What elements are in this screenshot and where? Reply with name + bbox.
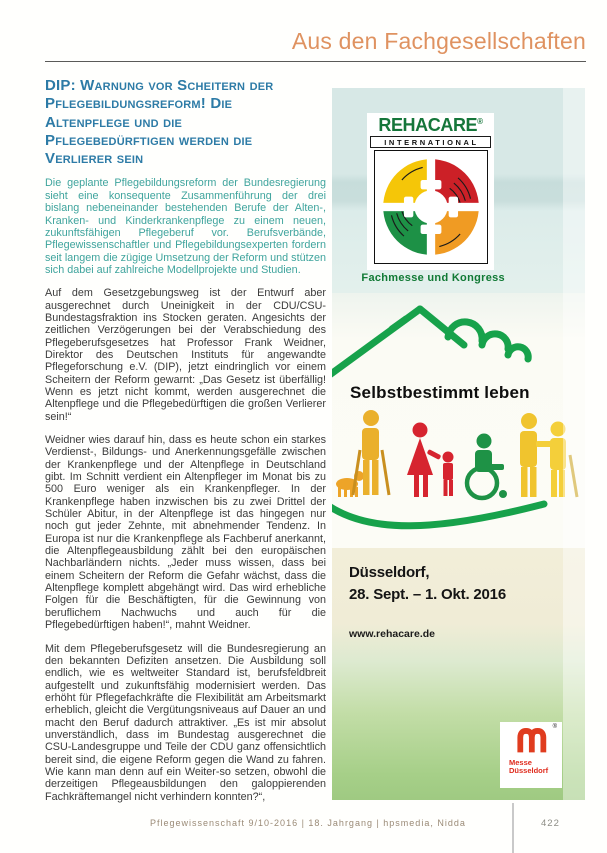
header-rule — [45, 61, 586, 62]
ad-slogan: Selbstbestimmt leben — [350, 383, 530, 402]
ad-middle-section — [332, 293, 585, 548]
registered-mark: ® — [552, 724, 557, 730]
hands-circle-icon — [379, 155, 483, 259]
hands-circle-logo — [374, 150, 488, 264]
house-roof-illustration — [332, 295, 585, 383]
body-paragraph: Mit dem Pflegeberufsgesetz will die Bundesregierung an den bekannten Defiziten ansetzen. Die Ausbildung soll endlich, wie es weltweiter Standard ist, berufsfeldbreit aufgestellt und zukunftsfähig modernisiert werden. Das erhöht für Pflegefachkräfte die Flexibilität am Arbeitsmarkt erheblich, gleicht die Vergütungsniveaus auf Dauer an und macht den Beruf dadurch attraktiver. „Es ist mir absolut unverständlich, dass im Bundestag ausgerechnet die CSU-Landesgruppe und Teile der CDU ganz offensichtlich bereit sind, die eigene Reform gegen die Wand zu fahren. Wie kann man denn auf ein Weiter-so setzen, obwohl die derzeitigen Pflegeausbildungen den galoppierenden Fachkräftemangel nicht verhindern konnten?“, — [45, 642, 326, 803]
messe-duesseldorf-logo — [500, 722, 562, 788]
rehacare-advertisement — [332, 88, 585, 800]
ad-tagline: Fachmesse und Kongress — [361, 272, 505, 284]
article-title: DIP: Warnung vor Scheitern der Pflegebildungsreform! Die Altenpflege und die Pflegebedürftigen werden die Verlierer sein — [45, 77, 274, 168]
footer-journal-info: Pflegewissenschaft 9/10-2016 | 18. Jahrgang | hpsmedia, Nidda — [150, 818, 466, 828]
messe-label-line2: Düsseldorf — [509, 766, 549, 775]
ad-city: Düsseldorf, — [349, 564, 430, 581]
ad-date: 28. Sept. – 1. Okt. 2016 — [349, 586, 506, 603]
ad-bottom-section — [332, 548, 585, 800]
messe-m-icon — [512, 726, 550, 754]
article-column — [45, 77, 326, 814]
rehacare-brand-text: REHACARE — [378, 115, 478, 135]
ad-right-highlight-band — [563, 88, 585, 800]
body-paragraph: Weidner wies darauf hin, dass es heute schon ein starkes Verdienst-, Bildungs- und Anerkennungsgefälle zwischen der Krankenpflege und der Altenpflege in Deutschland gibt. Im Schnitt verdient ein Altenpfleger im Monat bis zu 500 Euro weniger als ein Krankenpfleger. In der Krankenpflege haben inzwischen bis zu zwei Drittel der Schüler Abitur, in der Altenpflege ist das hingegen nur noch gut jeder Zehnte, mit abnehmender Tendenz. In Europa ist nur die Krankenpflege als Fachberuf anerkannt, die Altenpflegeausbildung zählt bei den europäischen Nachbarländern nichts. „Jeder muss wissen, dass bei einem Scheitern der Reform die Gefahr wächst, dass die Altenpflege komplett abgehängt wird. Das wird erhebliche Folgen für die Beschäftigten, für die Gewinnung von beruflichem Nachwuchs und auch für die Pflegebedürftigen haben!“, mahnt Weidner. — [45, 434, 326, 632]
swoosh-illustration — [332, 496, 585, 538]
registered-mark: ® — [477, 117, 483, 126]
rehacare-logo — [367, 113, 494, 270]
rehacare-wordmark — [367, 113, 494, 134]
footer-page-number: 422 — [541, 818, 560, 829]
ad-top-section — [332, 88, 585, 293]
ad-website: www.rehacare.de — [349, 628, 435, 640]
footer-divider — [512, 803, 514, 853]
article-intro: Die geplante Pflegebildungsreform der Bundesregierung sieht eine konsequente Zusammenführung der drei bislang nebeneinander bestehenden Berufe der Alten-, Kranken- und Kinderkrankenpflege zu einem neuen, zukunftsfähigen Pflegeberuf vor. Berufsverbände, Pflegewissenschaftler und Pflegebildungsexperten fordern seit langem die zügige Umsetzung der Reform und stützen sich dabei auf zahlreiche Modellprojekte und Studien. — [45, 177, 326, 276]
family-figures-illustration — [332, 405, 585, 505]
section-header: Aus den Fachgesellschaften — [291, 28, 586, 54]
messe-label-line1: Messe — [509, 758, 532, 767]
body-paragraph: Auf dem Gesetzgebungsweg ist der Entwurf aber ausgerechnet durch Uneinigkeit in der CDU/CSU-Bundestagsfraktion ins Stocken geraten. Angesichts der zeitlichen Verzögerungen bei der Verabschiedung des Pflegeberufsgesetzes hat Professor Frank Weidner, Direktor des Deutschen Instituts für angewandte Pflegeforschung e.V. (DIP), jetzt eindringlich vor einem Scheitern der Reform gewarnt: „Das Gesetz ist überfällig! Wenn es jetzt nicht kommt, werden ausgerechnet die Altenpflege und die Pflegebedürftigen die großen Verlierer sein!“ — [45, 287, 326, 423]
international-label: INTERNATIONAL — [370, 136, 491, 148]
